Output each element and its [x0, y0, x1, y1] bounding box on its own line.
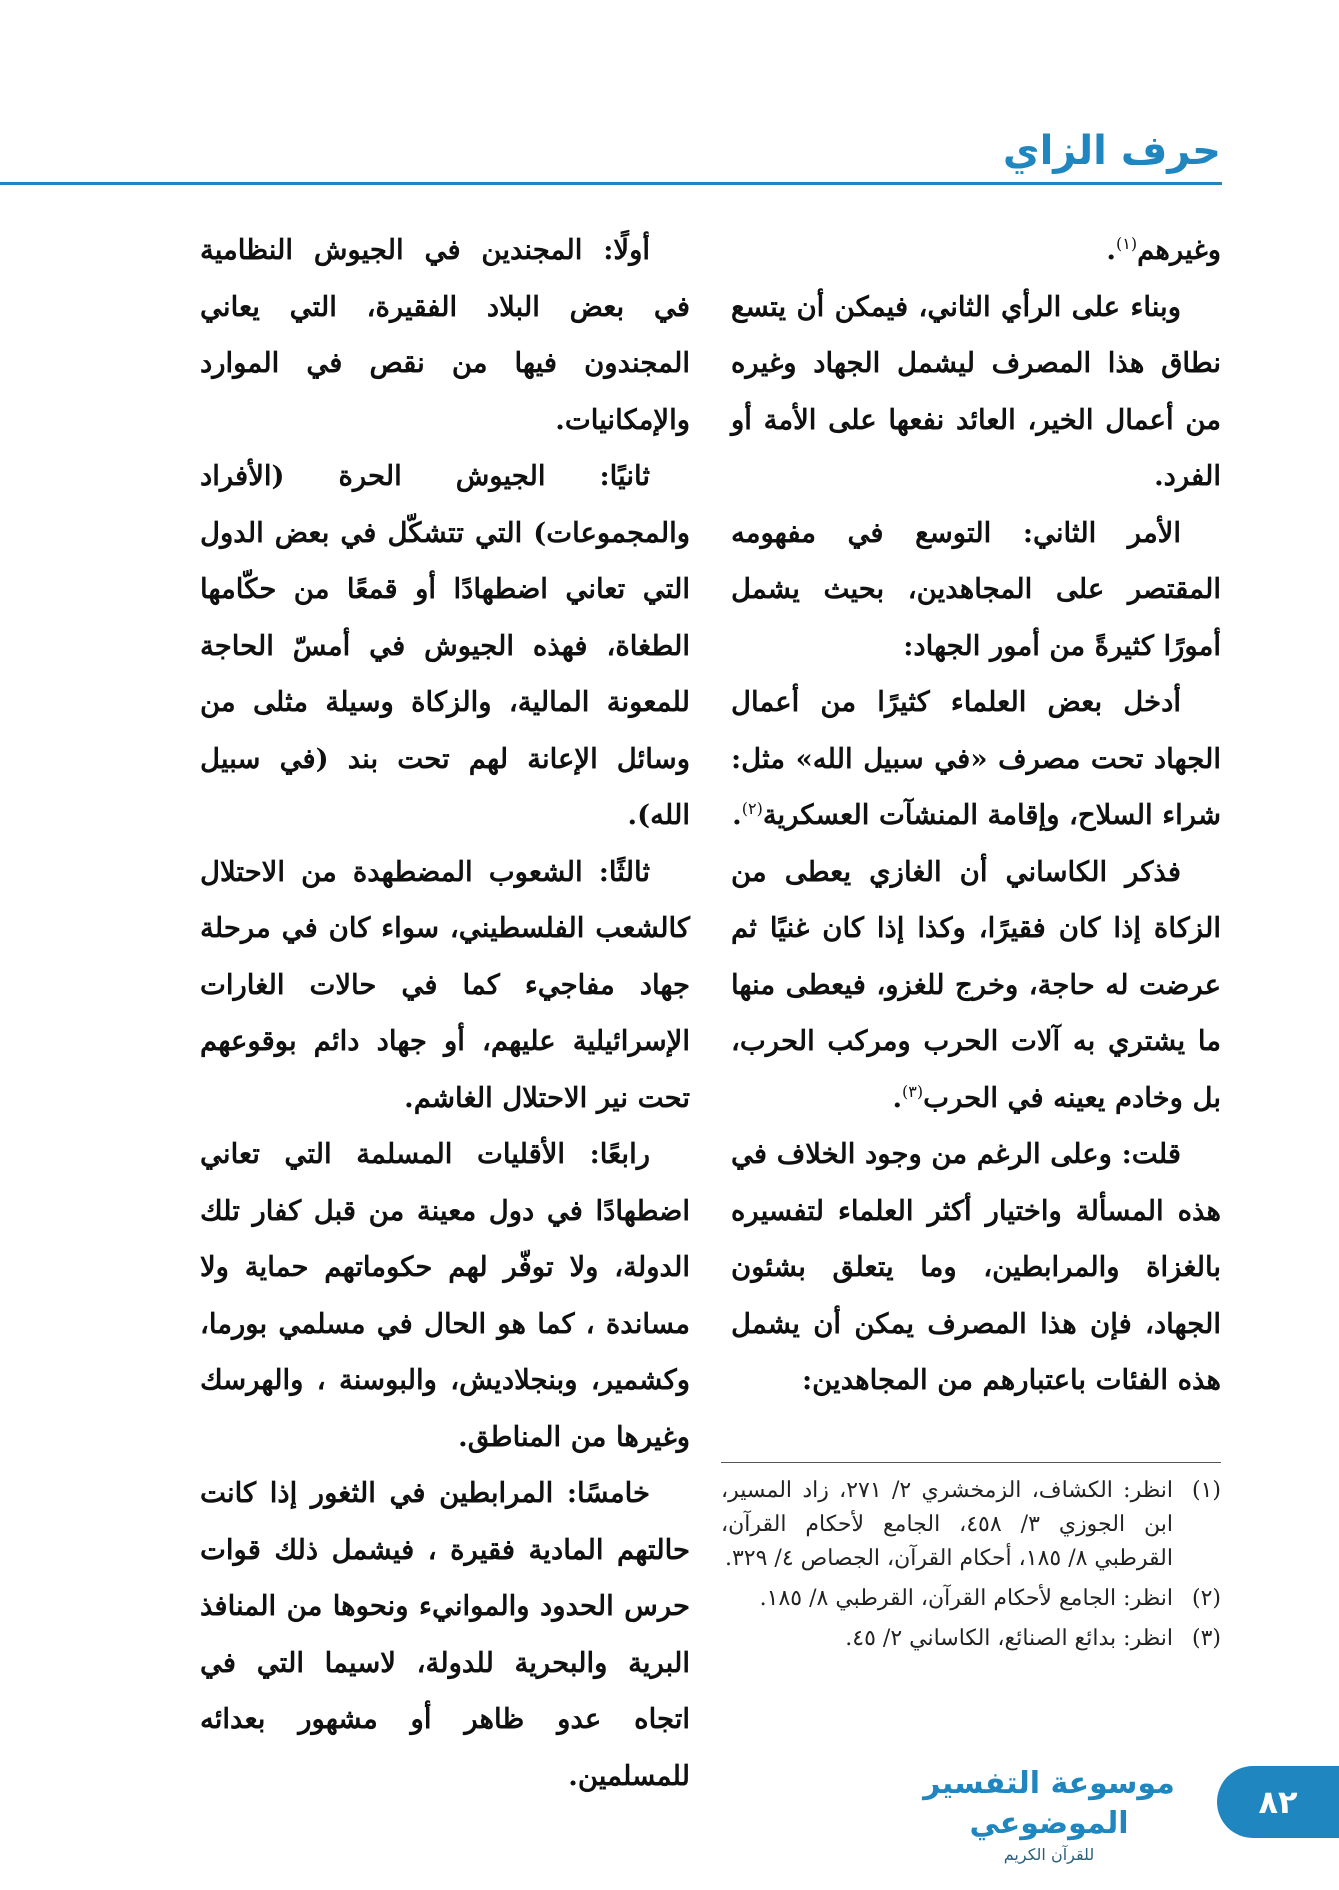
footnote-text: انظر: الجامع لأحكام القرآن، القرطبي ٨/ ١٨٥.: [759, 1586, 1173, 1611]
footnotes: [721, 1474, 1221, 1662]
footnote-text: انظر: بدائع الصنائع، الكاساني ٢/ ٤٥.: [845, 1626, 1173, 1651]
right-column: [731, 222, 1221, 1409]
list-item: أولًا: المجندين في الجيوش النظامية في بعض البلاد الفقيرة، التي يعاني المجندون فيها من نقص في الموارد والإمكانيات.: [200, 234, 690, 436]
paragraph: فذكر الكاساني أن الغازي يعطى من الزكاة إذا كان فقيرًا، وكذا إذا كان غنيًا ثم عرضت له حاجة، وخرج للغزو، فيعطى منها ما يشتري به آلات الحرب ومركب الحرب، بل وخادم يعينه في الحرب$^{(٣)}$.: [731, 855, 1221, 1114]
footnote-ref: (١): [1115, 233, 1138, 253]
paragraph: وغيرهم$^{(١)}$.: [1106, 233, 1221, 266]
item-label: رابعًا:: [589, 1138, 650, 1170]
footnote: [721, 1474, 1221, 1576]
header-divider: [0, 182, 1222, 185]
footnote-text: انظر: الكشاف، الزمخشري ٢/ ٢٧١، زاد المسير، ابن الجوزي ٣/ ٤٥٨، الجامع لأحكام القرآن، القرطبي ٨/ ١٨٥، أحكام القرآن، الجصاص ٤/ ٣٢٩.: [721, 1478, 1174, 1571]
left-column: [200, 222, 690, 1804]
footnote-divider: [721, 1462, 1221, 1463]
term-label: قلت:: [1121, 1138, 1181, 1170]
item-label: ثانيًا:: [599, 460, 650, 492]
encyclopedia-logo: [919, 1764, 1179, 1864]
footnote-ref: (٣): [902, 1081, 924, 1101]
term-label: الأمر الثاني:: [1022, 516, 1181, 549]
paragraph: الأمر الثاني: التوسع في مفهومه المقتصر على المجاهدين، بحيث يشمل أمورًا كثيرةً من أمور الجهاد:: [731, 516, 1221, 662]
paragraph: أدخل بعض العلماء كثيرًا من أعمال الجهاد تحت مصرف «في سبيل الله» مثل: شراء السلاح، وإقامة المنشآت العسكرية$^{(٢)}$.: [731, 686, 1221, 831]
chapter-title: حرف الزاي: [1002, 128, 1221, 174]
list-item: ثانيًا: الجيوش الحرة (الأفراد والمجموعات) التي تتشكّل في بعض الدول التي تعاني اضطهادًا أو قمعًا من حكّامها الطغاة، فهذه الجيوش في أمسّ الحاجة للمعونة المالية، والزكاة وسيلة مثلى من وسائل الإعانة لهم تحت بند (في سبيل الله).: [200, 460, 690, 831]
logo-title: موسوعة التفسير الموضوعي: [923, 1766, 1175, 1841]
logo-subtitle: للقرآن الكريم: [1003, 1845, 1095, 1864]
paragraph: وبناء على الرأي الثاني، فيمكن أن يتسع نطاق هذا المصرف ليشمل الجهاد وغيره من أعمال الخير، العائد نفعها على الأمة أو الفرد.: [731, 290, 1221, 492]
footnote: [721, 1582, 1221, 1616]
item-label: أولًا:: [603, 234, 650, 266]
footnote-number: (١): [1191, 1478, 1221, 1503]
footnote-ref: (٢): [741, 798, 763, 818]
list-item: رابعًا: الأقليات المسلمة التي تعاني اضطهادًا في دول معينة من قبل كفار تلك الدولة، ولا توفّر لهم حكوماتهم حماية ولا مساندة ، كما هو الحال في مسلمي بورما، وكشمير، وبنجلاديش، والبوسنة ، والهرسك وغيرها من المناطق.: [200, 1138, 690, 1453]
page-number: ٨٢: [1217, 1766, 1339, 1838]
item-label: خامسًا:: [566, 1477, 650, 1509]
footnote-number: (٣): [1191, 1626, 1221, 1651]
footnote: [721, 1622, 1221, 1656]
item-label: ثالثًا:: [598, 855, 650, 888]
paragraph: قلت: وعلى الرغم من وجود الخلاف في هذه المسألة واختيار أكثر العلماء لتفسيره بالغزاة والمرابطين، وما يتعلق بشئون الجهاد، فإن هذا المصرف يمكن أن يشمل هذه الفئات باعتبارهم من المجاهدين:: [731, 1138, 1221, 1396]
list-item: ثالثًا: الشعوب المضطهدة من الاحتلال كالشعب الفلسطيني، سواء كان في مرحلة جهاد مفاجيء كما في حالات الغارات الإسرائيلية عليهم، أو جهاد دائم بوقوعهم تحت نير الاحتلال الغاشم.: [200, 855, 690, 1114]
list-item: خامسًا: المرابطين في الثغور إذا كانت حالتهم المادية فقيرة ، فيشمل ذلك قوات حرس الحدود والموانيء ونحوها من المنافذ البرية والبحرية للدولة، لاسيما التي في اتجاه عدو ظاهر أو مشهور بعدائه للمسلمين.: [200, 1477, 690, 1792]
footnote-number: (٢): [1191, 1586, 1221, 1611]
